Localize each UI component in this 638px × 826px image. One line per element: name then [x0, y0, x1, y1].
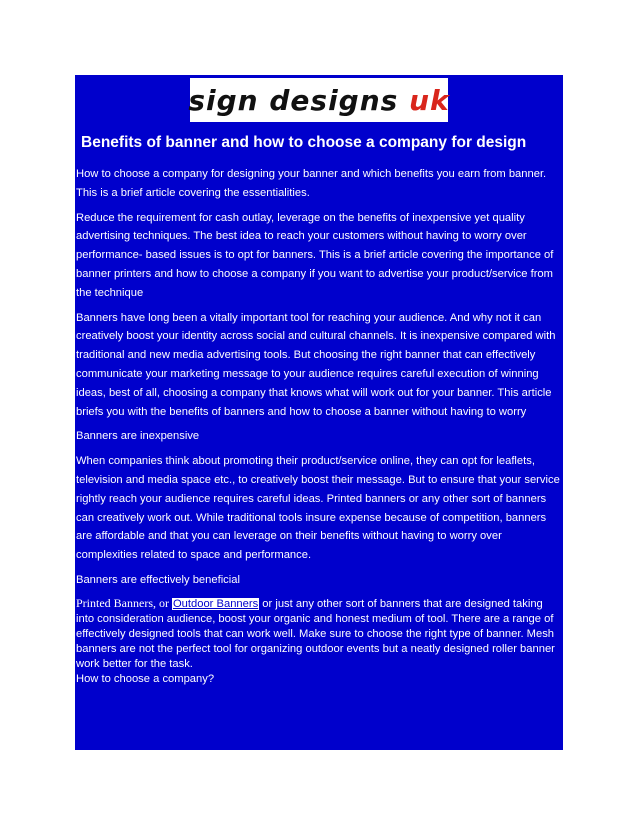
- lead-text: Printed Banners, or: [76, 595, 172, 610]
- logo-text: [188, 84, 449, 117]
- outdoor-banners-link[interactable]: Outdoor Banners: [172, 597, 259, 610]
- logo-text-accent: uk: [409, 83, 450, 117]
- article-body: [76, 165, 562, 687]
- paragraph-last: [76, 596, 562, 687]
- paragraph-last-text: or just any other sort of banners that are designed taking into consideration audience, boost your organic and honest medium of tool. There are a range of effectively designed tools that can work well. Make sure to choose the right type of banner. Mesh banners are not the perfect tool for organizing outdoor events but a neatly designed roller banner work better for the task.: [76, 597, 555, 670]
- paragraph-3: Banners have long been a vitally important tool for reaching your audience. And why not it can creatively boost your identity across social and cultural channels. It is inexpensive compared with traditional and new media advertising tools. But choosing the right banner that can effectively communicate your marketing message to your audience requires careful execution of winning ideas, best of all, choosing a company that knows what will work out for your banner. This article briefs you with the benefits of banners and how to choose a banner without having to worry: [76, 311, 556, 418]
- paragraph-intro: How to choose a company for designing your banner and which benefits you earn from banner. This is a brief article covering the essentialities.: [76, 168, 547, 199]
- subheading-beneficial: Banners are effectively beneficial: [76, 573, 240, 586]
- paragraph-2: Reduce the requirement for cash outlay, leverage on the benefits of inexpensive yet quality advertising techniques. The best idea to reach your customers without having to worry over performance- based issues is to opt for banners. This is a brief article covering the importance of banner printers and how to choose a company if you want to advertise your product/service from the technique: [76, 211, 554, 299]
- paragraph-4: When companies think about promoting their product/service online, they can opt for leaflets, television and media space etc., to creatively boost their message. But to ensure that your service rightly reach your audience requires careful ideas. Printed banners or any other sort of banners can creatively work out. While traditional tools insure expense because of competition, banners are affordable and that you can leverage on their benefits without having to worry over complexities related to space and performance.: [76, 455, 560, 562]
- logo: [190, 78, 448, 122]
- article-panel: [75, 75, 563, 750]
- logo-text-main: sign designs: [188, 83, 410, 117]
- subheading-inexpensive: Banners are inexpensive: [76, 430, 200, 443]
- closing-line: How to choose a company?: [76, 672, 215, 685]
- page-title: Benefits of banner and how to choose a company for design: [81, 134, 527, 151]
